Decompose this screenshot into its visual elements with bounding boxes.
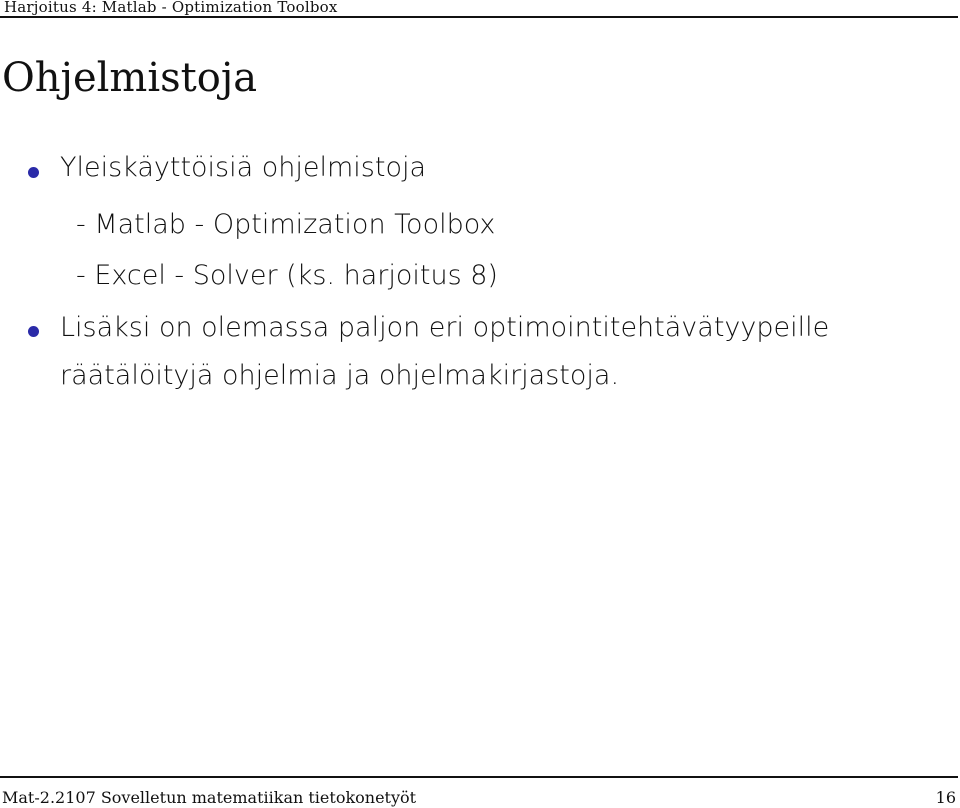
footer-course: Mat-2.2107 Sovelletun matematiikan tietokonetyöt	[2, 788, 417, 807]
page-number: 16	[935, 788, 956, 807]
subitem-excel: - Excel - Solver (ks. harjoitus 8)	[76, 260, 498, 291]
header-title: Harjoitus 4: Matlab - Optimization Toolbox	[4, 0, 338, 16]
bullet-2-line-1: Lisäksi on olemassa paljon eri optimointitehtävätyypeille	[60, 312, 830, 343]
bullet-icon	[28, 167, 39, 178]
subitem-matlab: - Matlab - Optimization Toolbox	[76, 209, 496, 240]
bullet-1-text: Yleiskäyttöisiä ohjelmistoja	[60, 152, 427, 183]
bullet-icon	[28, 326, 39, 337]
footer-divider	[0, 776, 958, 778]
slide-title: Ohjelmistoja	[2, 55, 258, 101]
bullet-2-line-2: räätälöityjä ohjelmia ja ohjelmakirjastoja.	[60, 360, 620, 391]
header-divider	[0, 16, 958, 18]
